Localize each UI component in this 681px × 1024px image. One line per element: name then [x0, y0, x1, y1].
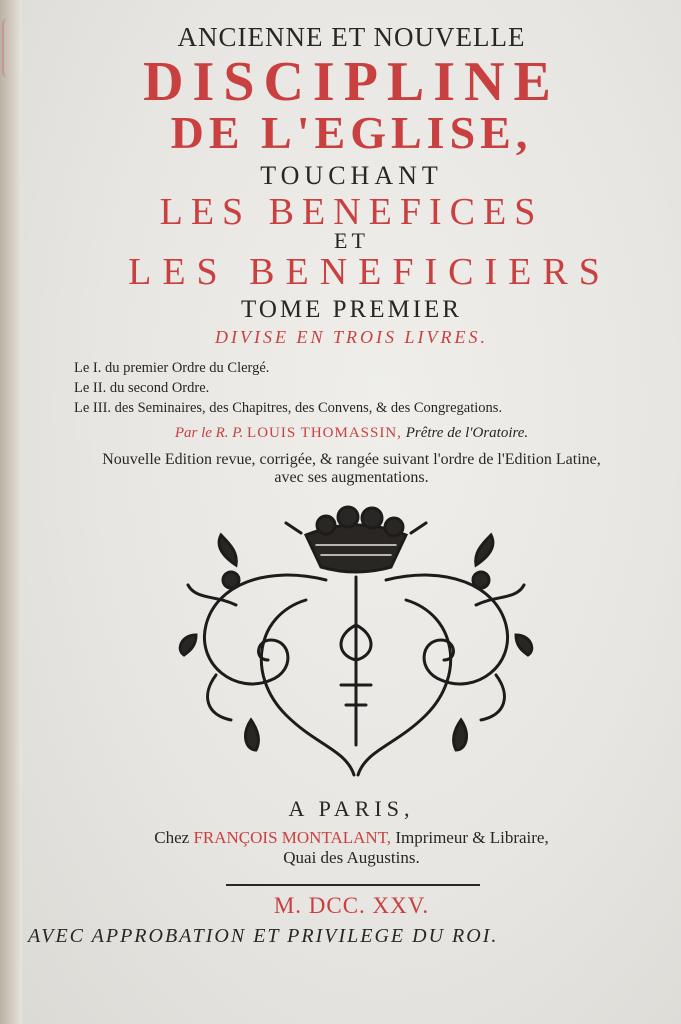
title-line-ancienne: ANCIENNE ET NOUVELLE	[177, 22, 526, 52]
publisher-line	[22, 828, 681, 848]
title-line-et: ET	[334, 228, 369, 253]
publisher-prefix: Chez	[154, 828, 190, 847]
edition-line-2: avec ses augmentations.	[274, 469, 429, 486]
title-line-benefices: LES BENEFICES	[159, 191, 544, 233]
title-line-eglise: DE L'EGLISE,	[170, 107, 533, 158]
floral-basket-ornament	[176, 505, 536, 780]
title-line-divise: DIVISE EN TROIS LIVRES.	[215, 327, 488, 347]
title-line-touchant: TOUCHANT	[260, 161, 443, 190]
city-line: A PARIS,	[288, 796, 415, 821]
privilege-line: AVEC APPROBATION ET PRIVILEGE DU ROI.	[28, 925, 499, 947]
title-page	[22, 0, 681, 1024]
year-line: M. DCC. XXV.	[273, 893, 430, 918]
book-three-line: Le III. des Seminaires, des Chapitres, des Convens, & des Congregations.	[74, 400, 503, 416]
title-line-tome: TOME PREMIER	[241, 296, 462, 323]
edition-line-1: Nouvelle Edition revue, corrigée, & rangée suivant l'ordre de l'Edition Latine,	[102, 451, 601, 468]
book-spine-edge	[0, 0, 22, 1024]
title-line-beneficiers: LES BENEFICIERS	[128, 251, 611, 293]
publisher-name: FRANÇOIS MONTALANT,	[193, 828, 392, 847]
author-name: LOUIS THOMASSIN,	[247, 425, 402, 441]
address-line: Quai des Augustins.	[283, 848, 420, 867]
publisher-suffix: Imprimeur & Libraire,	[395, 828, 549, 847]
title-line-discipline: DISCIPLINE	[143, 51, 560, 113]
spine-mark	[2, 18, 16, 78]
author-line	[22, 425, 681, 442]
divider-rule	[226, 884, 480, 886]
book-one-line: Le I. du premier Ordre du Clergé.	[74, 360, 270, 376]
book-two-line: Le II. du second Ordre.	[74, 380, 210, 396]
author-prefix: Par le R. P.	[174, 425, 244, 441]
author-suffix: Prêtre de l'Oratoire.	[405, 425, 529, 441]
